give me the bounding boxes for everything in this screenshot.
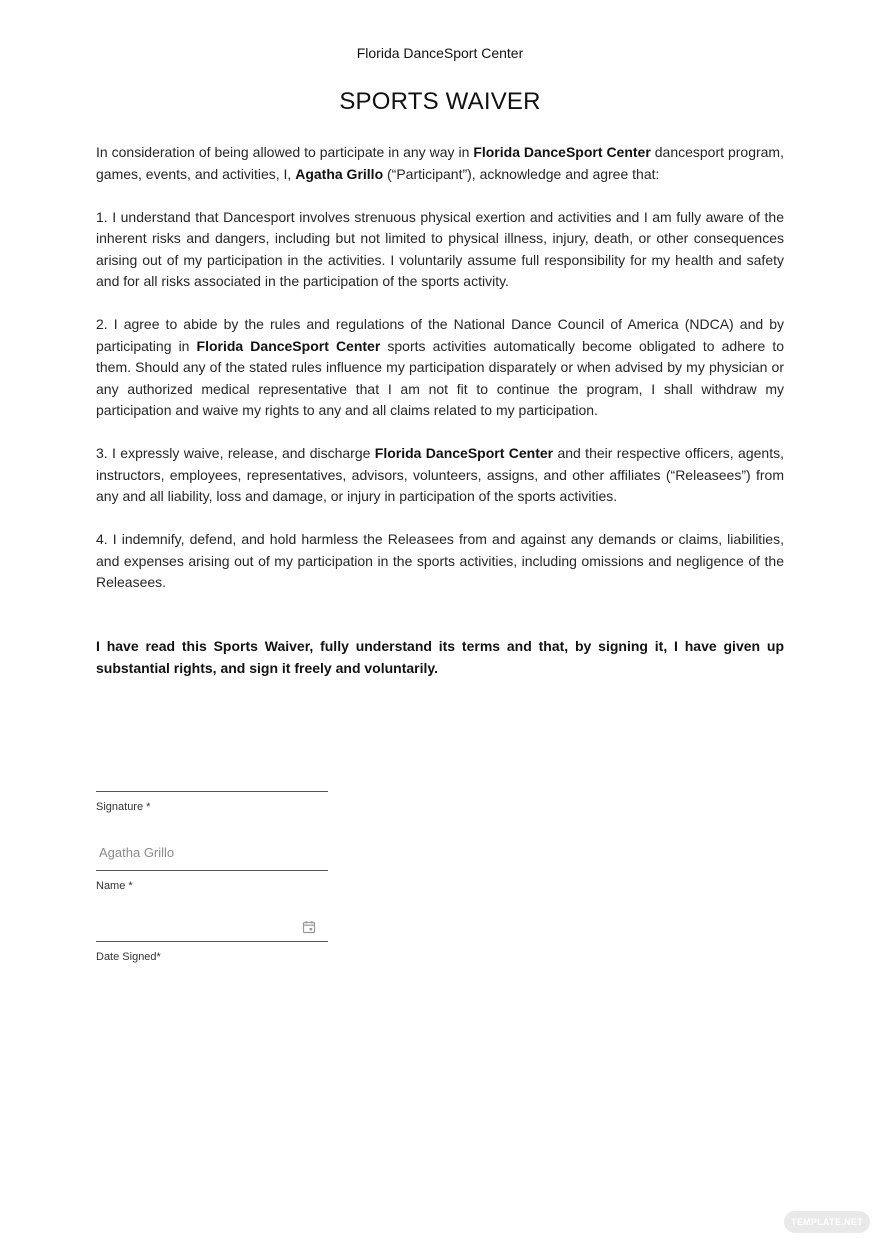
date-input[interactable] — [96, 912, 328, 936]
clause-4: 4. I indemnify, defend, and hold harmless the Releasees from and against any demands or claims, liabilities, and expenses arising out of my participation in the sports activities, including omissions and negligence of the Releasees. — [96, 531, 784, 590]
date-field[interactable] — [96, 912, 328, 963]
intro-text-3: (“Participant”), acknowledge and agree that: — [383, 165, 660, 182]
name-input[interactable]: Agatha Grillo — [99, 845, 175, 860]
participant-name: Agatha Grillo — [295, 165, 384, 182]
organization-name: Florida DanceSport Center — [473, 144, 651, 160]
date-line — [96, 941, 328, 942]
intro-paragraph — [96, 142, 784, 185]
template-watermark: TEMPLATE.NET — [784, 1211, 870, 1233]
date-label: Date Signed* — [96, 951, 161, 963]
clause-3-text-1: 3. I expressly waive, release, and discharge — [96, 445, 375, 461]
clause-2-text-1: 2. I agree to abide by the rules and regulations of the National Dance Council of America (NDCA) and by participating in — [96, 316, 784, 354]
intro-text-2: dancesport program, games, events, and activities, I, — [96, 144, 784, 182]
acknowledgement-statement: I have read this Sports Waiver, fully understand its terms and that, by signing it, I have given up substantial rights, and sign it freely and voluntarily. — [96, 638, 784, 676]
signature-field[interactable] — [96, 791, 328, 813]
name-field[interactable] — [96, 841, 328, 892]
organization-name: Florida DanceSport Center — [374, 445, 554, 461]
intro-text-1: In consideration of being allowed to participate in any way in — [96, 144, 474, 160]
document-title: SPORTS WAIVER — [339, 88, 541, 115]
clause-2 — [96, 314, 784, 422]
name-line — [96, 870, 328, 871]
signature-label: Signature * — [96, 801, 151, 813]
calendar-icon[interactable] — [302, 920, 316, 934]
organization-name: Florida DanceSport Center — [196, 337, 381, 354]
name-label: Name * — [96, 880, 133, 892]
organization-header: Florida DanceSport Center — [356, 45, 524, 61]
clause-3 — [96, 443, 784, 508]
clause-1: 1. I understand that Dancesport involves strenuous physical exertion and activities and I am fully aware of the inherent risks and dangers, including but not limited to physical illness, injury, death, or other consequences arising out of my participation in the activities. I voluntarily assume full responsibility for my health and safety and for all risks associated in the participation of the sports activity. — [96, 208, 784, 289]
signature-line — [96, 791, 328, 792]
waiver-body — [96, 142, 784, 615]
clause-2-text-2: sports activities automatically become obligated to adhere to them. Should any of the stated rules influence my participation disparately or when advised by my physician or any authorized medical representative that I am not fit to continue the program, I shall withdraw my participation and waive my rights to any and all claims related to my participation. — [96, 337, 784, 418]
clause-3-text-2: and their respective officers, agents, instructors, employees, representatives, advisors, volunteers, assigns, and other affiliates (“Releasees”) from any and all liability, loss and damage, or injury in participation of the sports activities. — [96, 445, 784, 504]
